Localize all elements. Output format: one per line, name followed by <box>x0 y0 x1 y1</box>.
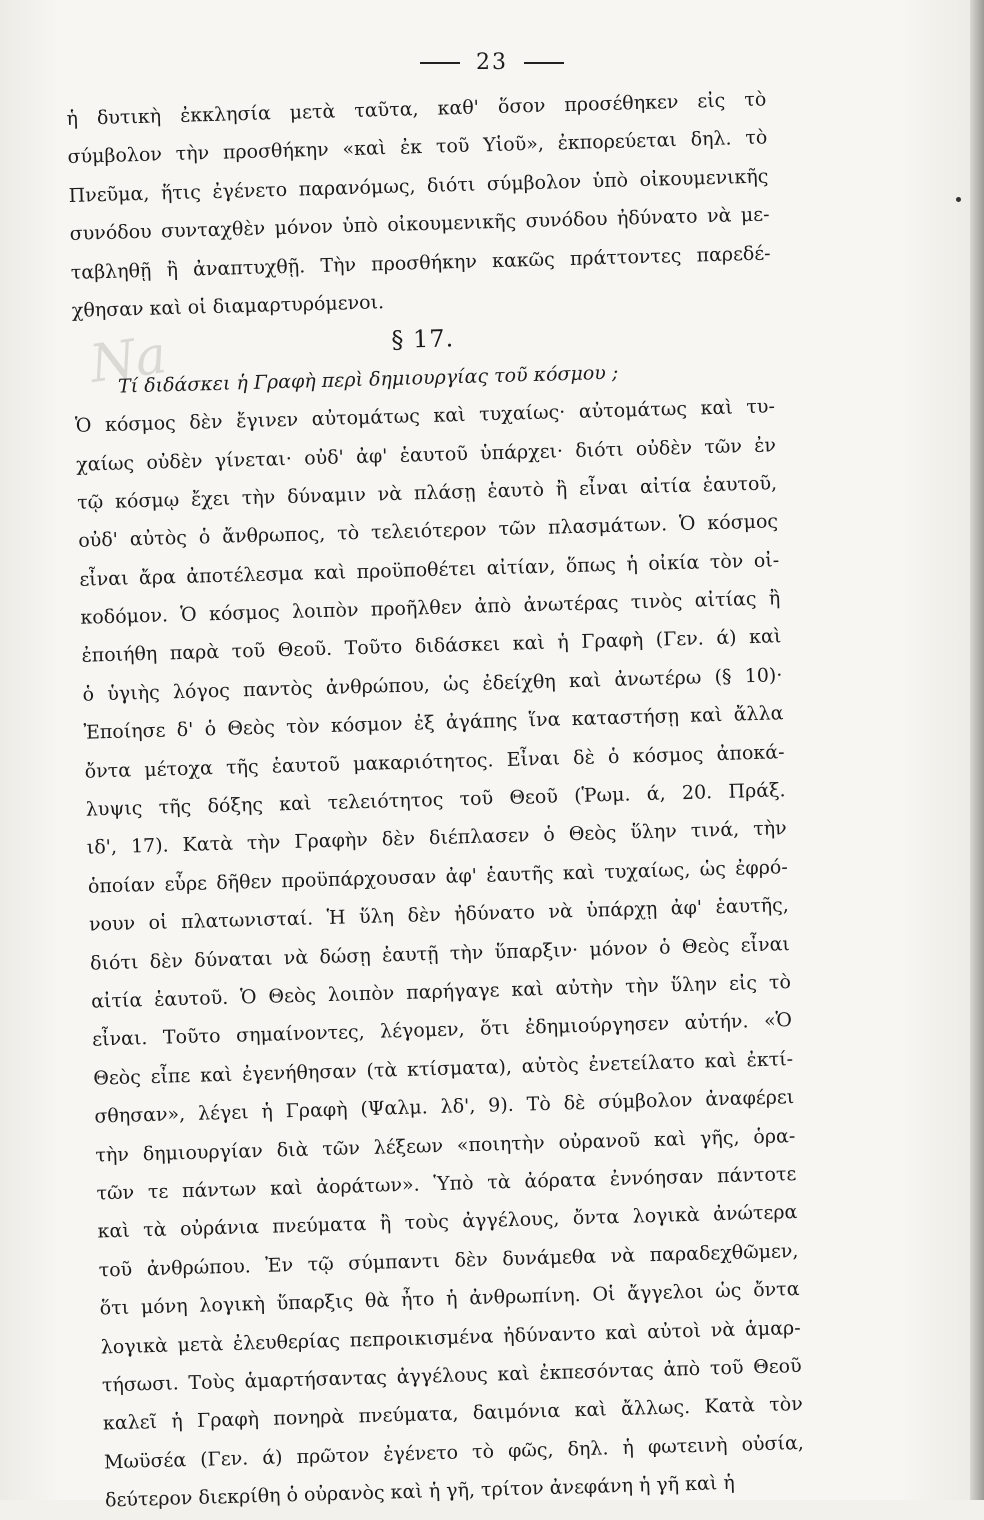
body-text <box>66 80 805 1519</box>
text-line: συνόδου συνταχθὲν μόνον ὑπὸ οἰκουμενικῆς συνόδου ἠδύνατο νὰ με- <box>69 203 770 246</box>
text-line: σύμβολον τὴν προσθήκην «καὶ ἐκ τοῦ Υἱοῦ», ἐκπορεύεται δηλ. τὸ <box>67 126 768 169</box>
header-dash-right <box>524 62 564 64</box>
text-line: Ἐποίησε δ' ὁ Θεὸς τὸν κόσμον ἐξ ἀγάπης ἵνα καταστήσῃ καὶ ἄλλα <box>83 702 784 744</box>
text-line: ἐποιήθη παρὰ τοῦ Θεοῦ. Τοῦτο διδάσκει καὶ ἡ Γραφὴ (Γεν. ά) καὶ <box>81 625 782 668</box>
text-line: τοῦ ἀνθρώπου. Ἐν τῷ σύμπαντι δὲν δυνάμεθα νὰ παραδεχθῶμεν, <box>98 1239 799 1282</box>
text-line: ὅτι μόνη λογικὴ ὕπαρξις θὰ ἦτο ἡ ἀνθρωπίνη. Οἱ ἄγγελοι ὡς ὄντα <box>99 1278 800 1320</box>
page-number: 23 <box>476 50 508 75</box>
text-line: χθησαν καὶ οἱ διαμαρτυρόμενοι. <box>71 291 385 322</box>
text-line: τῶν τε πάντων καὶ ἀοράτων». Ὑπὸ τὰ ἀόρατα ἐννόησαν πάντοτε <box>96 1162 797 1205</box>
book-spine-edge <box>970 0 984 1500</box>
text-line: τῷ κόσμῳ ἔχει τὴν δύναμιν νὰ πλάσῃ ἑαυτὸ ἢ εἶναι αἰτία ἑαυτοῦ, <box>76 472 778 514</box>
text-line: ἡ δυτικὴ ἐκκλησία μετὰ ταῦτα, καθ' ὅσον προσέθηκεν εἰς τὸ <box>66 88 767 130</box>
library-stamp-mark: Na <box>86 324 171 396</box>
text-line: ὄντα μέτοχα τῆς ἑαυτοῦ μακαριότητος. Εἶναι δὲ ὁ κόσμος ἀποκά- <box>84 740 785 783</box>
text-line: ὁ ὑγιὴς λόγος παντὸς ἀνθρώπου, ὡς ἐδείχθη καὶ ἀνωτέρω (§ 10)· <box>82 664 783 706</box>
text-line: δεύτερον διεκρίθη ὁ οὐρανὸς καὶ ἡ γῆ, τρίτον ἀνεφάνη ἡ γῆ καὶ ἡ <box>104 1471 736 1512</box>
text-line: σθησαν», λέγει ἡ Γραφὴ (Ψαλμ. λδ', 9). Τὸ δὲ σύμβολον ἀναφέρει <box>94 1086 795 1128</box>
text-line: Ὁ κόσμος δὲν ἔγινεν αὐτομάτως καὶ τυχαίως· αὐτομάτως καὶ τυ- <box>74 395 776 437</box>
text-line: ταβληθῇ ἢ ἀναπτυχθῇ. Τὴν προσθήκην κακῶς πράττοντες παρεδέ- <box>70 241 771 284</box>
section-question: Τί διδάσκει ἡ Γραφὴ περὶ δημιουργίας τοῦ κόσμου ; <box>117 361 619 398</box>
page-header <box>0 50 984 75</box>
text-line: Πνεῦμα, ἥτις ἐγένετο παρανόμως, διότι σύμβολον ὑπὸ οἰκουμενικῆς <box>68 165 769 207</box>
text-line: κοδόμον. Ὁ κόσμος λοιπὸν προῆλθεν ἀπὸ ἀνωτέρας τινὸς αἰτίας ἢ <box>80 587 781 629</box>
text-line: αἰτία ἑαυτοῦ. Ὁ Θεὸς λοιπὸν παρήγαγε καὶ αὐτὴν τὴν ὕλην εἰς τὸ <box>90 971 792 1013</box>
text-line: τήσωσι. Τοὺς ἁμαρτήσαντας ἀγγέλους καὶ ἐκπεσόντας ἀπὸ τοῦ Θεοῦ <box>101 1354 802 1397</box>
text-line: εἶναι. Τοῦτο σημαίνοντες, λέγομεν, ὅτι ἐδημιούργησεν αὐτήν. «Ὁ <box>91 1009 793 1052</box>
text-line: χαίως οὐδὲν γίνεται· οὐδ' ἀφ' ἑαυτοῦ ὑπάρχει· διότι οὐδὲν τῶν ἐν <box>75 433 777 476</box>
text-line: καλεῖ ἡ Γραφὴ πονηρὰ πνεύματα, δαιμόνια καὶ ἄλλως. Κατὰ τὸν <box>102 1393 804 1435</box>
text-line: εἶναι ἄρα ἀποτέλεσμα καὶ προϋποθέτει αἰτίαν, ὅπως ἡ οἰκία τὸν οἰ- <box>79 548 780 591</box>
text-line: λυψις τῆς δόξης καὶ τελειότητος τοῦ Θεοῦ (Ῥωμ. ά, 20. Πράξ. <box>85 779 786 821</box>
text-line: Θεὸς εἶπε καὶ ἐγενήθησαν (τὰ κτίσματα), αὐτὸς ἐνετείλατο καὶ ἐκτί- <box>93 1047 794 1090</box>
text-line: Μωϋσέα (Γεν. ά) πρῶτον ἐγένετο τὸ φῶς, δηλ. ἡ φωτεινὴ οὐσία, <box>103 1431 805 1474</box>
text-line: καὶ τὰ οὐράνια πνεύματα ἢ τοὺς ἀγγέλους, ὄντα λογικὰ ἀνώτερα <box>97 1201 798 1243</box>
ink-dot <box>956 197 961 202</box>
text-line: διότι δὲν δύναται νὰ δώσῃ ἑαυτῇ τὴν ὕπαρξιν· μόνον ὁ Θεὸς εἶναι <box>89 932 791 975</box>
text-line: τὴν δημιουργίαν διὰ τῶν λέξεων «ποιητὴν οὐρανοῦ καὶ γῆς, ὁρα- <box>95 1124 796 1167</box>
text-line: νουν οἱ πλατωνισταί. Ἡ ὕλη δὲν ἠδύνατο νὰ ὑπάρχῃ ἀφ' ἑαυτῆς, <box>88 894 790 936</box>
text-line: λογικὰ μετὰ ἐλευθερίας πεπροικισμένα ἠδύναντο καὶ αὐτοὶ νὰ ἁμαρ- <box>100 1316 801 1359</box>
text-line: οὐδ' αὐτὸς ὁ ἄνθρωπος, τὸ τελειότερον τῶν πλασμάτων. Ὁ κόσμος <box>78 510 779 553</box>
header-dash-left <box>420 62 460 64</box>
text-line: ιδ', 17). Κατὰ τὴν Γραφὴν δὲν διέπλασεν ὁ Θεὸς ὕλην τινά, τὴν <box>86 817 787 860</box>
section-heading: § 17. <box>391 324 455 355</box>
text-line: ὁποίαν εὗρε δῆθεν προϋπάρχουσαν ἀφ' ἑαυτῆς καὶ τυχαίως, ὡς ἐφρό- <box>87 855 789 898</box>
